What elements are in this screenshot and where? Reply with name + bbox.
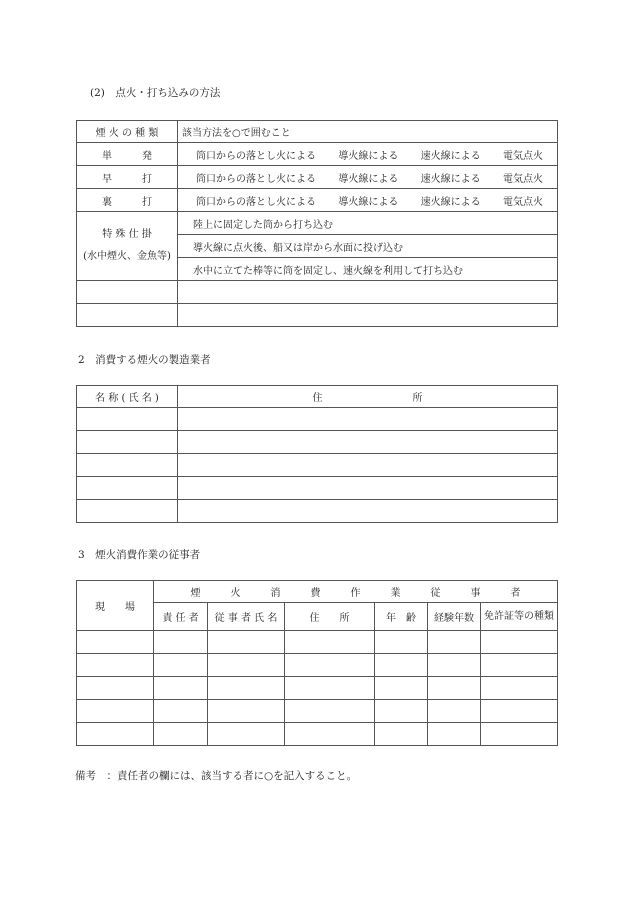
header-worker-address: 住 所 [285, 603, 375, 631]
empty-cell [178, 431, 558, 454]
special-type-sublabel: (水中煙火、金魚等) [83, 251, 171, 262]
empty-cell [375, 631, 428, 654]
empty-cell [285, 677, 375, 700]
header-license: 免許証等の種類 [481, 603, 558, 631]
row-methods [178, 143, 558, 166]
empty-cell [375, 677, 428, 700]
special-type-label: 特 殊 仕 掛 [102, 229, 152, 240]
header-age: 年 齢 [375, 603, 428, 631]
row-type-label: 単 発 [77, 143, 178, 166]
header-firework-type: 煙 火 の 種 類 [77, 121, 178, 143]
empty-cell [178, 477, 558, 500]
empty-cell [285, 631, 375, 654]
empty-cell [428, 723, 481, 746]
empty-cell [208, 700, 285, 723]
empty-cell [77, 677, 154, 700]
section2-heading: 2 消費する煙火の製造業者 [78, 354, 211, 366]
empty-cell [208, 654, 285, 677]
empty-cell [428, 700, 481, 723]
header-site: 現 場 [77, 581, 154, 631]
method-option: 速火線による [420, 150, 481, 162]
empty-cell [178, 408, 558, 431]
subsection-heading: (2) 点火・打ち込みの方法 [90, 87, 221, 99]
empty-cell [428, 654, 481, 677]
empty-cell [77, 700, 154, 723]
empty-cell [428, 631, 481, 654]
empty-cell [178, 281, 558, 304]
empty-cell [285, 654, 375, 677]
empty-cell [481, 631, 558, 654]
empty-cell [208, 631, 285, 654]
empty-cell [154, 677, 208, 700]
special-method: 陸上に固定した筒から打ち込む [178, 212, 558, 235]
empty-cell [285, 723, 375, 746]
header-experience: 経験年数 [428, 603, 481, 631]
remarks-note: 備考 ：責任者の欄には、該当する者に○を記入すること。 [75, 770, 358, 782]
method-option: 電気点火 [502, 196, 543, 208]
empty-cell [375, 723, 428, 746]
empty-cell [481, 723, 558, 746]
header-responsible: 責 任 者 [154, 603, 208, 631]
method-option: 速火線による [420, 173, 481, 185]
workers-table [76, 580, 558, 746]
empty-cell [77, 477, 178, 500]
empty-cell [77, 654, 154, 677]
empty-cell [428, 677, 481, 700]
manufacturer-table [76, 385, 558, 523]
method-option: 導火線による [338, 196, 399, 208]
empty-cell [154, 723, 208, 746]
header-workers-group: 煙 火 消 費 作 業 従 事 者 [154, 581, 558, 603]
empty-cell [208, 723, 285, 746]
special-method: 導火線に点火後、船又は岸から水面に投げ込む [178, 235, 558, 258]
special-type-cell [77, 212, 178, 281]
empty-cell [285, 700, 375, 723]
header-worker-name: 従 事 者 氏 名 [208, 603, 285, 631]
header-address: 住 所 [178, 386, 558, 408]
row-methods [178, 189, 558, 212]
empty-cell [178, 304, 558, 327]
row-type-label: 早 打 [77, 166, 178, 189]
empty-cell [77, 454, 178, 477]
empty-cell [77, 631, 154, 654]
empty-cell [154, 654, 208, 677]
empty-cell [375, 654, 428, 677]
empty-cell [77, 431, 178, 454]
method-option: 電気点火 [502, 150, 543, 162]
header-method: 該当方法を○で囲むこと [178, 121, 558, 143]
empty-cell [481, 677, 558, 700]
empty-cell [77, 304, 178, 327]
special-method: 水中に立てた棒等に筒を固定し、速火線を利用して打ち込む [178, 258, 558, 281]
method-option: 電気点火 [502, 173, 543, 185]
empty-cell [481, 654, 558, 677]
method-option: 筒口からの落とし火による [196, 150, 316, 162]
method-option: 筒口からの落とし火による [196, 173, 316, 185]
empty-cell [77, 281, 178, 304]
section3-heading: 3 煙火消費作業の従事者 [78, 549, 201, 561]
empty-cell [481, 700, 558, 723]
empty-cell [208, 677, 285, 700]
header-name: 名 称 ( 氏 名 ) [77, 386, 178, 408]
empty-cell [154, 700, 208, 723]
empty-cell [77, 723, 154, 746]
method-option: 導火線による [338, 150, 399, 162]
row-methods [178, 166, 558, 189]
empty-cell [77, 500, 178, 523]
empty-cell [77, 408, 178, 431]
empty-cell [154, 631, 208, 654]
empty-cell [178, 500, 558, 523]
method-option: 速火線による [420, 196, 481, 208]
row-type-label: 裏 打 [77, 189, 178, 212]
ignition-method-table [76, 120, 558, 327]
method-option: 導火線による [338, 173, 399, 185]
empty-cell [375, 700, 428, 723]
method-option: 筒口からの落とし火による [196, 196, 316, 208]
empty-cell [178, 454, 558, 477]
